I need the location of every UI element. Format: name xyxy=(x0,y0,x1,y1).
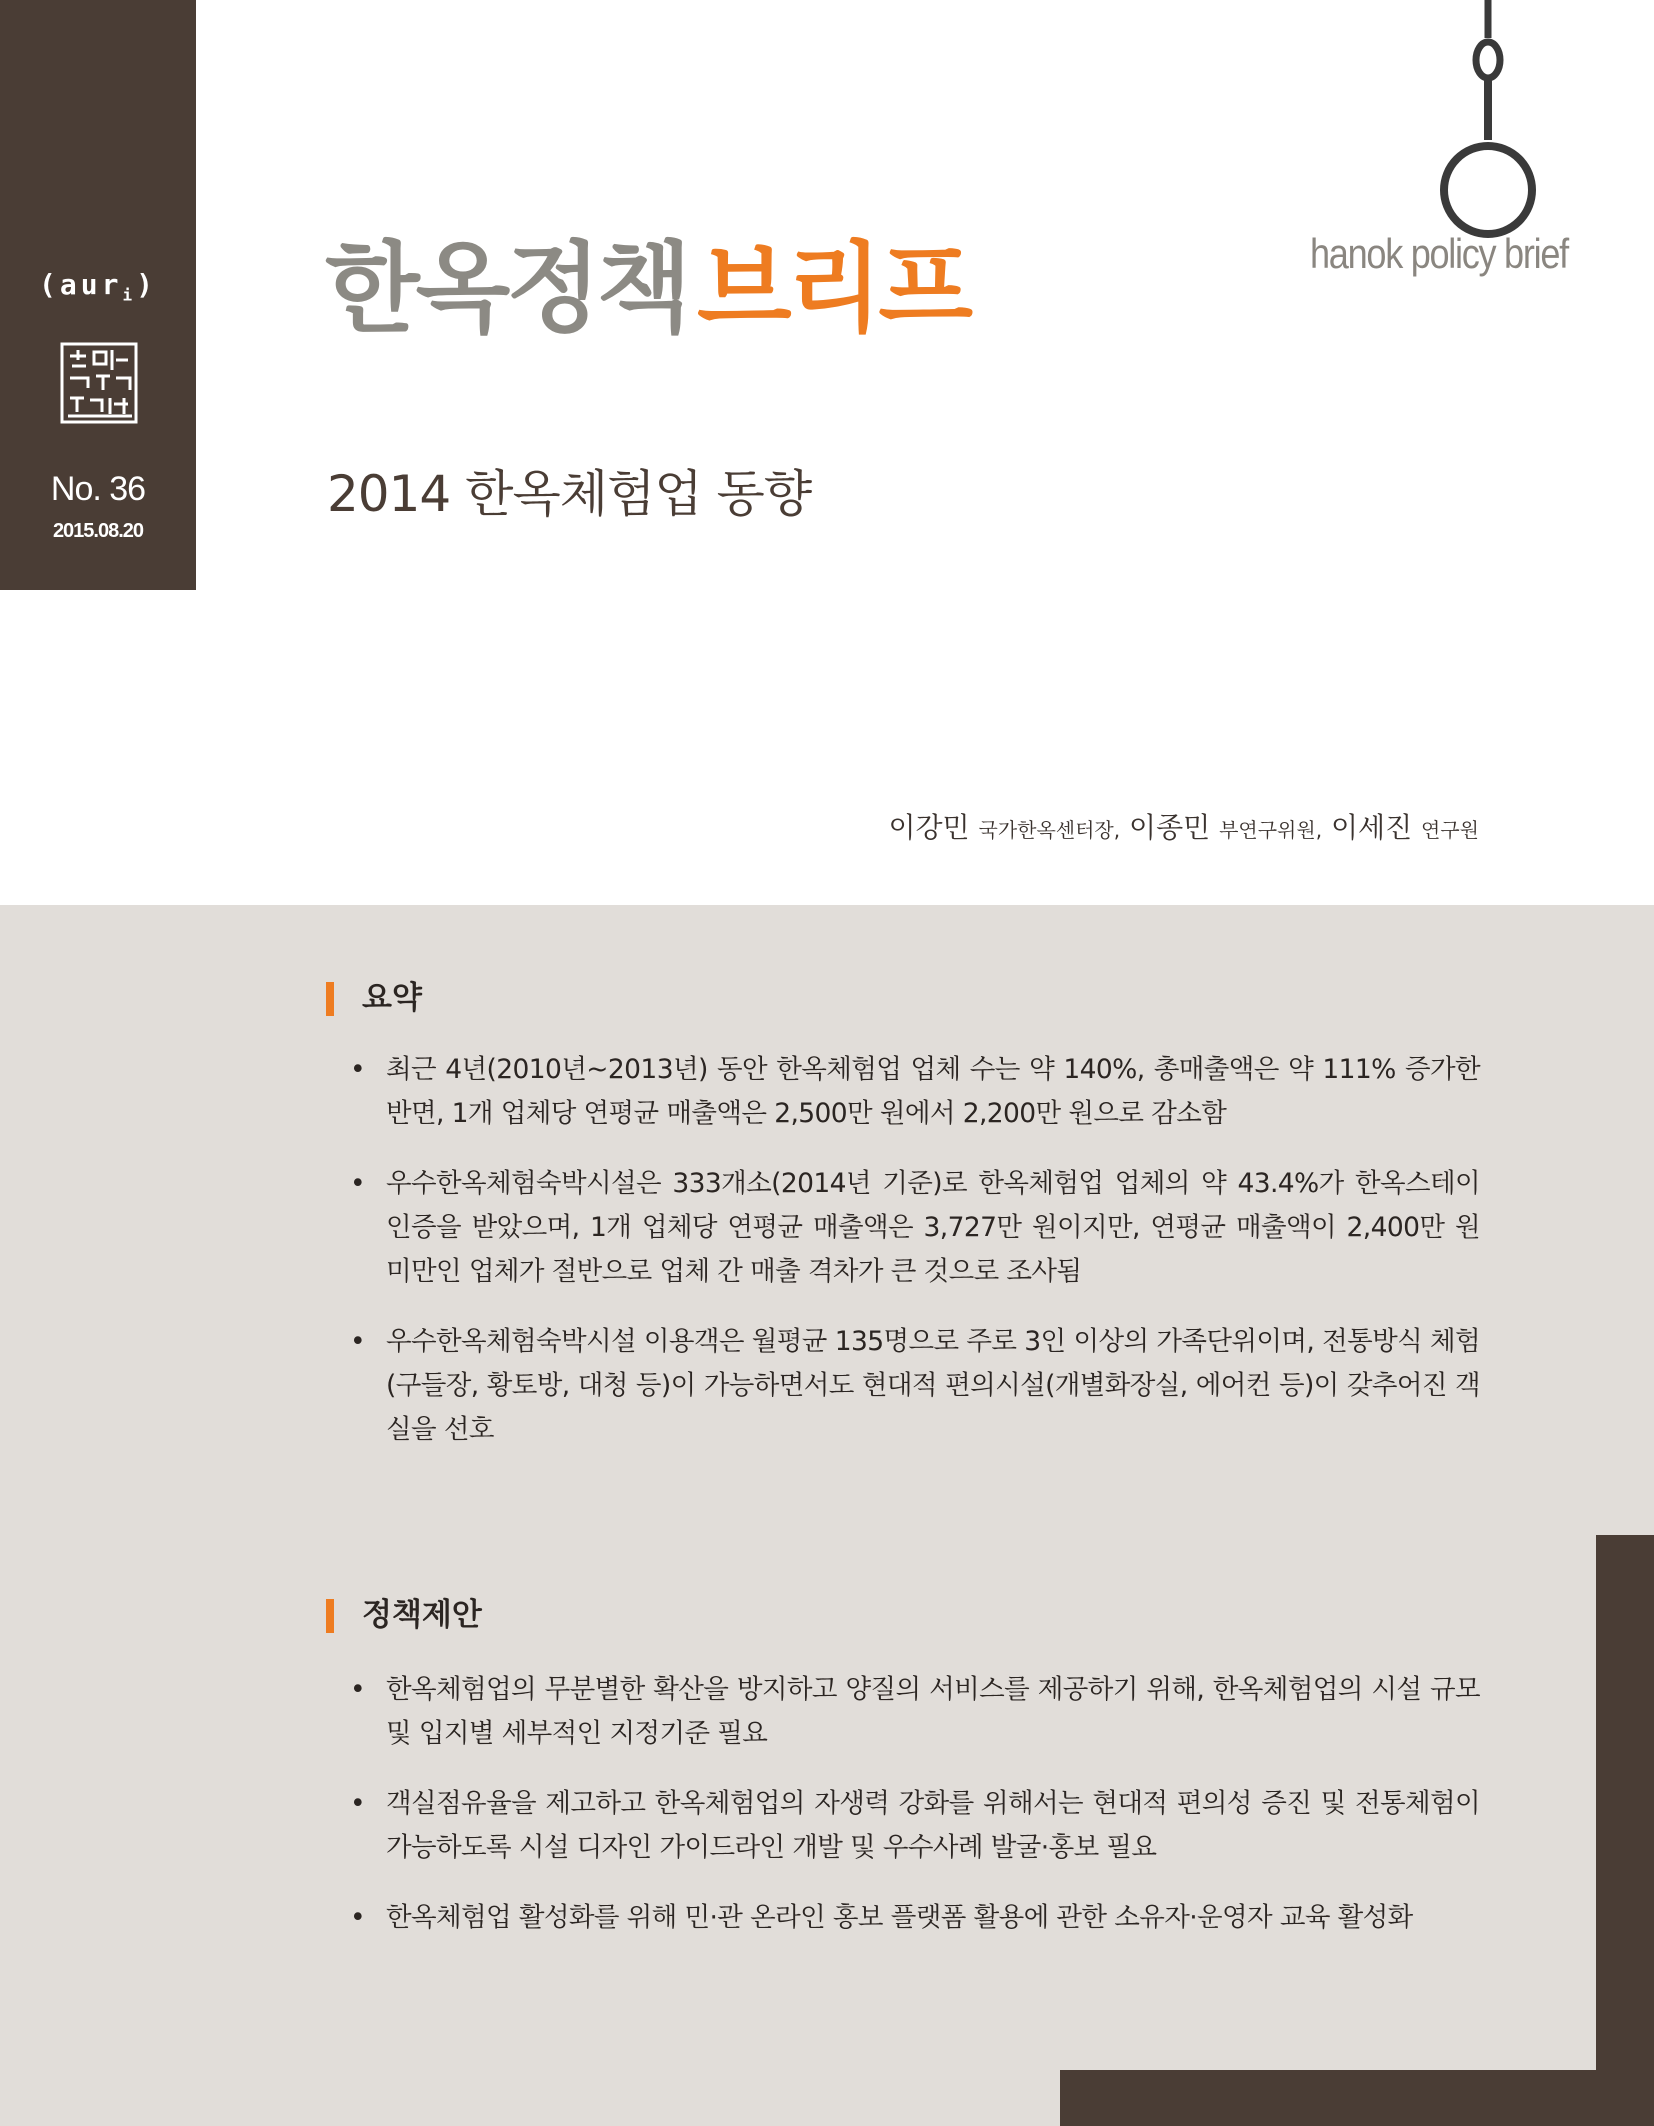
authors-line xyxy=(888,806,1479,846)
title-english: hanok policy brief xyxy=(1310,230,1568,277)
hanok-center-logo xyxy=(60,342,138,424)
title-accent: 브리프 xyxy=(697,232,970,346)
summary-heading: 요약 xyxy=(326,978,422,1018)
bullet-icon: • xyxy=(350,1168,366,1199)
policy-heading: 정책제안 xyxy=(326,1595,482,1635)
author-role: 부연구위원, xyxy=(1219,818,1323,842)
side-panel xyxy=(0,0,196,590)
summary-list xyxy=(350,1048,1480,1478)
hanging-ring-icon xyxy=(1430,0,1540,245)
bullet-icon: • xyxy=(350,1054,366,1085)
bullet-icon: • xyxy=(350,1326,366,1357)
summary-item: • 우수한옥체험숙박시설 이용객은 월평균 135명으로 주로 3인 이상의 가족단위이며, 전통방식 체험(구들장, 황토방, 대청 등)이 가능하면서도 현대적 편의시설(개별화장실, 에어컨 등)이 갖추어진 객실을 선호 xyxy=(350,1320,1480,1452)
author-role: 국가한옥센터장, xyxy=(978,818,1121,842)
policy-item: • 한옥체험업의 무분별한 확산을 방지하고 양질의 서비스를 제공하기 위해, 한옥체험업의 시설 규모 및 입지별 세부적인 지정기준 필요 xyxy=(350,1668,1480,1756)
policy-item: • 한옥체험업 활성화를 위해 민·관 온라인 홍보 플랫폼 활용에 관한 소유자·운영자 교육 활성화 xyxy=(350,1896,1480,1940)
issue-date: 2015.08.20 xyxy=(52,520,144,542)
author-name: 이강민 xyxy=(888,811,970,844)
policy-list xyxy=(350,1668,1480,1966)
author-role: 연구원 xyxy=(1421,818,1479,842)
issue-number: No. 36 xyxy=(50,470,146,508)
summary-item: • 최근 4년(2010년~2013년) 동안 한옥체험업 업체 수는 약 140%, 총매출액은 약 111% 증가한 반면, 1개 업체당 연평균 매출액은 2,500만 원에서 2,200만 원으로 감소함 xyxy=(350,1048,1480,1136)
bullet-icon: • xyxy=(350,1902,366,1933)
policy-item: • 객실점유율을 제고하고 한옥체험업의 자생력 강화를 위해서는 현대적 편의성 증진 및 전통체험이 가능하도록 시설 디자인 가이드라인 개발 및 우수사례 발굴·홍보 필요 xyxy=(350,1782,1480,1870)
bullet-icon: • xyxy=(350,1788,366,1819)
author-name: 이세진 xyxy=(1330,811,1413,844)
author-name: 이종민 xyxy=(1129,811,1211,844)
decorative-bar-right xyxy=(1596,1535,1654,2126)
aur-logo: (aur$_i$) xyxy=(39,268,157,305)
report-subtitle: 2014 한옥체험업 동향 xyxy=(327,465,812,523)
title-main: 한옥정책 xyxy=(325,232,688,346)
summary-item: • 우수한옥체험숙박시설은 333개소(2014년 기준)로 한옥체험업 업체의 약 43.4%가 한옥스테이 인증을 받았으며, 1개 업체당 연평균 매출액은 3,727만 원이지만, 연평균 매출액이 2,400만 원 미만인 업체가 절반으로 업체 간 매출 격차가 큰 것으로 조사됨 xyxy=(350,1162,1480,1294)
bullet-icon: • xyxy=(350,1674,366,1705)
decorative-bar-bottom xyxy=(1060,2070,1654,2126)
